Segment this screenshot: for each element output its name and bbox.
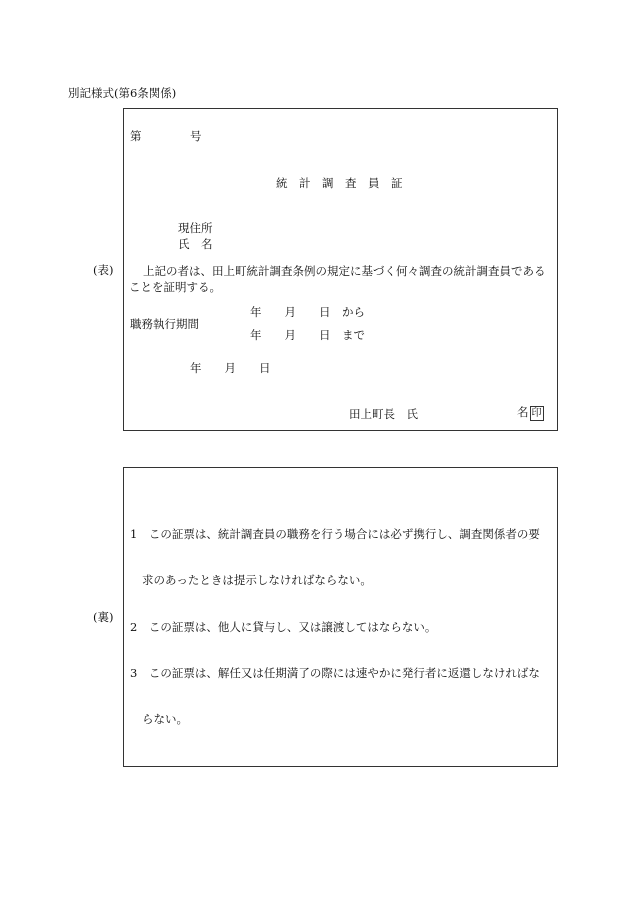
issuer-name-suffix: 名: [517, 405, 529, 419]
name-label: 氏 名: [178, 237, 213, 251]
number-suffix: 号: [190, 129, 202, 143]
form-label: 別記様式(第6条関係): [68, 86, 177, 100]
issuer-name-seal: [517, 404, 544, 421]
address-label: 現住所: [178, 221, 213, 235]
number-prefix: 第: [130, 129, 142, 143]
card-title: 統 計 調 査 員 証: [276, 176, 403, 190]
period-to: 年 月 日 まで: [250, 328, 365, 342]
certification-text: 上記の者は、田上町統計調査条例の規定に基づく何々調査の統計調査員であることを証明する。: [129, 264, 546, 294]
back-item-2: 2 この証票は、他人に貸与し、又は譲渡してはならない。: [130, 620, 437, 634]
back-card: [123, 467, 558, 767]
period-label: 職務執行期間: [130, 317, 199, 331]
back-item-1-line-1: 1 この証票は、統計調査員の職務を行う場合には必ず携行し、調査関係者の要: [130, 527, 540, 541]
issuer-title: 田上町長 氏: [349, 407, 418, 421]
back-item-1-line-2: 求のあったときは提示しなければならない。: [142, 573, 372, 587]
back-item-3-line-1: 3 この証票は、解任又は任期満了の際には速やかに発行者に返還しなければな: [130, 666, 540, 680]
front-side-label: (表): [93, 263, 114, 277]
back-side-label: (裏): [93, 610, 114, 624]
seal-stamp: 印: [531, 407, 542, 419]
front-card: [123, 108, 558, 431]
issue-date: 年 月 日: [190, 361, 271, 375]
period-from: 年 月 日 から: [250, 305, 365, 319]
back-item-3-line-2: らない。: [142, 712, 188, 726]
